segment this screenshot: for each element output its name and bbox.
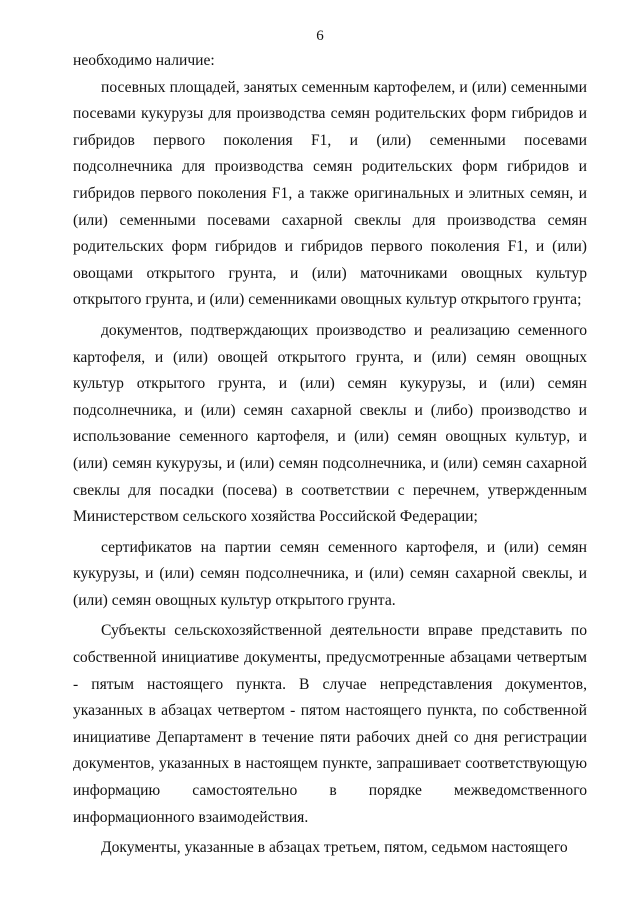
document-body — [73, 48, 587, 862]
paragraph-subjects-right: Субъекты сельскохозяйственной деятельности вправе представить по собственной инициативе документы, предусмотренные абзацами четвертым - пятым настоящего пункта. В случае непредставления документов, указанных в абзацах четвертом - пятом настоящего пункта, по собственной инициативе Департамент в течение пяти рабочих дней со дня регистрации документов, указанных в настоящем пункте, запрашивает соответствующую информацию самостоятельно в порядке межведомственного информационного взаимодействия. — [73, 622, 587, 826]
page-number: 6 — [316, 28, 324, 44]
paragraph-documents: документов, подтверждающих производство и реализацию семенного картофеля, и (или) овощей открытого грунта, и (или) семян овощных культур открытого грунта, и (или) семян кукурузы, и (или) семян подсолнечника, и (или) семян сахарной свеклы и (либо) производство и использование семенного картофеля, и (или) семян овощных культур, и (или) семян кукурузы, и (или) семян подсолнечника, и (или) семян сахарной свеклы для посадки (посева) в соответствии с перечнем, утвержденным Министерством сельского хозяйства Российской Федерации; — [73, 321, 587, 526]
paragraph-sown-areas: посевных площадей, занятых семенным картофелем, и (или) семенными посевами кукурузы для производства семян родительских форм гибридов и гибридов первого поколения F1, и (или) семенными посевами подсолнечника для производства семян родительских форм гибридов и гибридов первого поколения F1, а также оригинальных и элитных семян, и (или) семенными посевами сахарной свеклы для производства семян родительских форм гибридов и гибридов первого поколения F1, и (или) овощами открытого грунта, и (или) маточниками овощных культур открытого грунта, и (или) семенниками овощных культур открытого грунта; — [73, 78, 587, 309]
paragraph-certificates: сертификатов на партии семян семенного картофеля, и (или) семян кукурузы, и (или) семян подсолнечника, и (или) семян сахарной свеклы, и (или) семян овощных культур открытого грунта. — [73, 538, 587, 609]
paragraph-documents-listed: Документы, указанные в абзацах третьем, пятом, седьмом настоящего — [101, 839, 568, 857]
paragraph-intro: необходимо наличие: — [73, 52, 215, 69]
